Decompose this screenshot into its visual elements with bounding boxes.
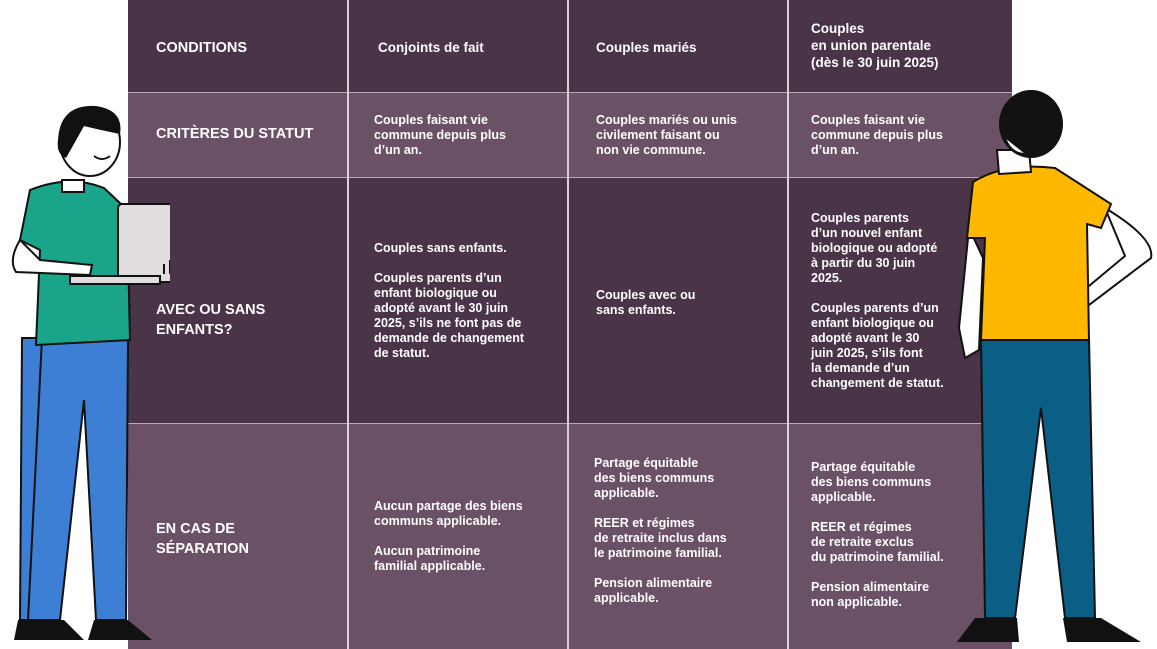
person-with-laptop-illustration xyxy=(0,100,170,649)
comparison-table xyxy=(128,0,1012,649)
header-conjoints-de-fait: Conjoints de fait xyxy=(378,40,484,55)
cell-criteres-col3: Couples faisant vie commune depuis plus d’un an. xyxy=(811,113,943,157)
column-divider xyxy=(347,0,349,649)
header-union-parentale: Couples en union parentale (dès le 30 juin 2025) xyxy=(811,21,939,70)
cell-separation-col3: Partage équitable des biens communs applicable. REER et régimes de retraite exclus du patrimoine familial. Pension alimentaire non applicable. xyxy=(811,460,944,609)
cell-separation-col1: Aucun partage des biens communs applicable. Aucun patrimoine familial applicable. xyxy=(374,499,523,573)
cell-enfants-col1: Couples sans enfants. Couples parents d’un enfant biologique ou adopté avant le 30 juin 2025, s’ils ne font pas de demande de changement de statut. xyxy=(374,241,525,360)
cell-criteres-col1: Couples faisant vie commune depuis plus d’un an. xyxy=(374,113,506,157)
header-conditions: CONDITIONS xyxy=(156,40,248,56)
cell-enfants-col2: Couples avec ou sans enfants. xyxy=(596,288,696,317)
column-divider xyxy=(787,0,789,649)
cell-enfants-col3: Couples parents d’un nouvel enfant biologique ou adopté à partir du 30 juin 2025. Couples parents d’un enfant biologique ou adopté avant le 30 juin 2025, s’ils font la demande d’un changement de statut. xyxy=(811,211,944,390)
cell-criteres-col2: Couples mariés ou unis civilement faisant ou non vie commune. xyxy=(596,113,738,157)
row-divider xyxy=(128,423,1012,424)
row-label-separation: EN CAS DE SÉPARATION xyxy=(156,521,249,557)
row-divider xyxy=(128,177,1012,178)
column-divider xyxy=(567,0,569,649)
row-label-criteres: CRITÈRES DU STATUT xyxy=(156,126,314,142)
cell-separation-col2: Partage équitable des biens communs applicable. REER et régimes de retraite inclus dans le patrimoine familial. Pension alimentaire applicable. xyxy=(594,456,727,605)
row-divider xyxy=(128,92,1012,93)
header-couples-maries: Couples mariés xyxy=(596,40,697,55)
row-label-enfants: AVEC OU SANS ENFANTS? xyxy=(156,302,266,338)
person-standing-illustration xyxy=(945,88,1157,649)
